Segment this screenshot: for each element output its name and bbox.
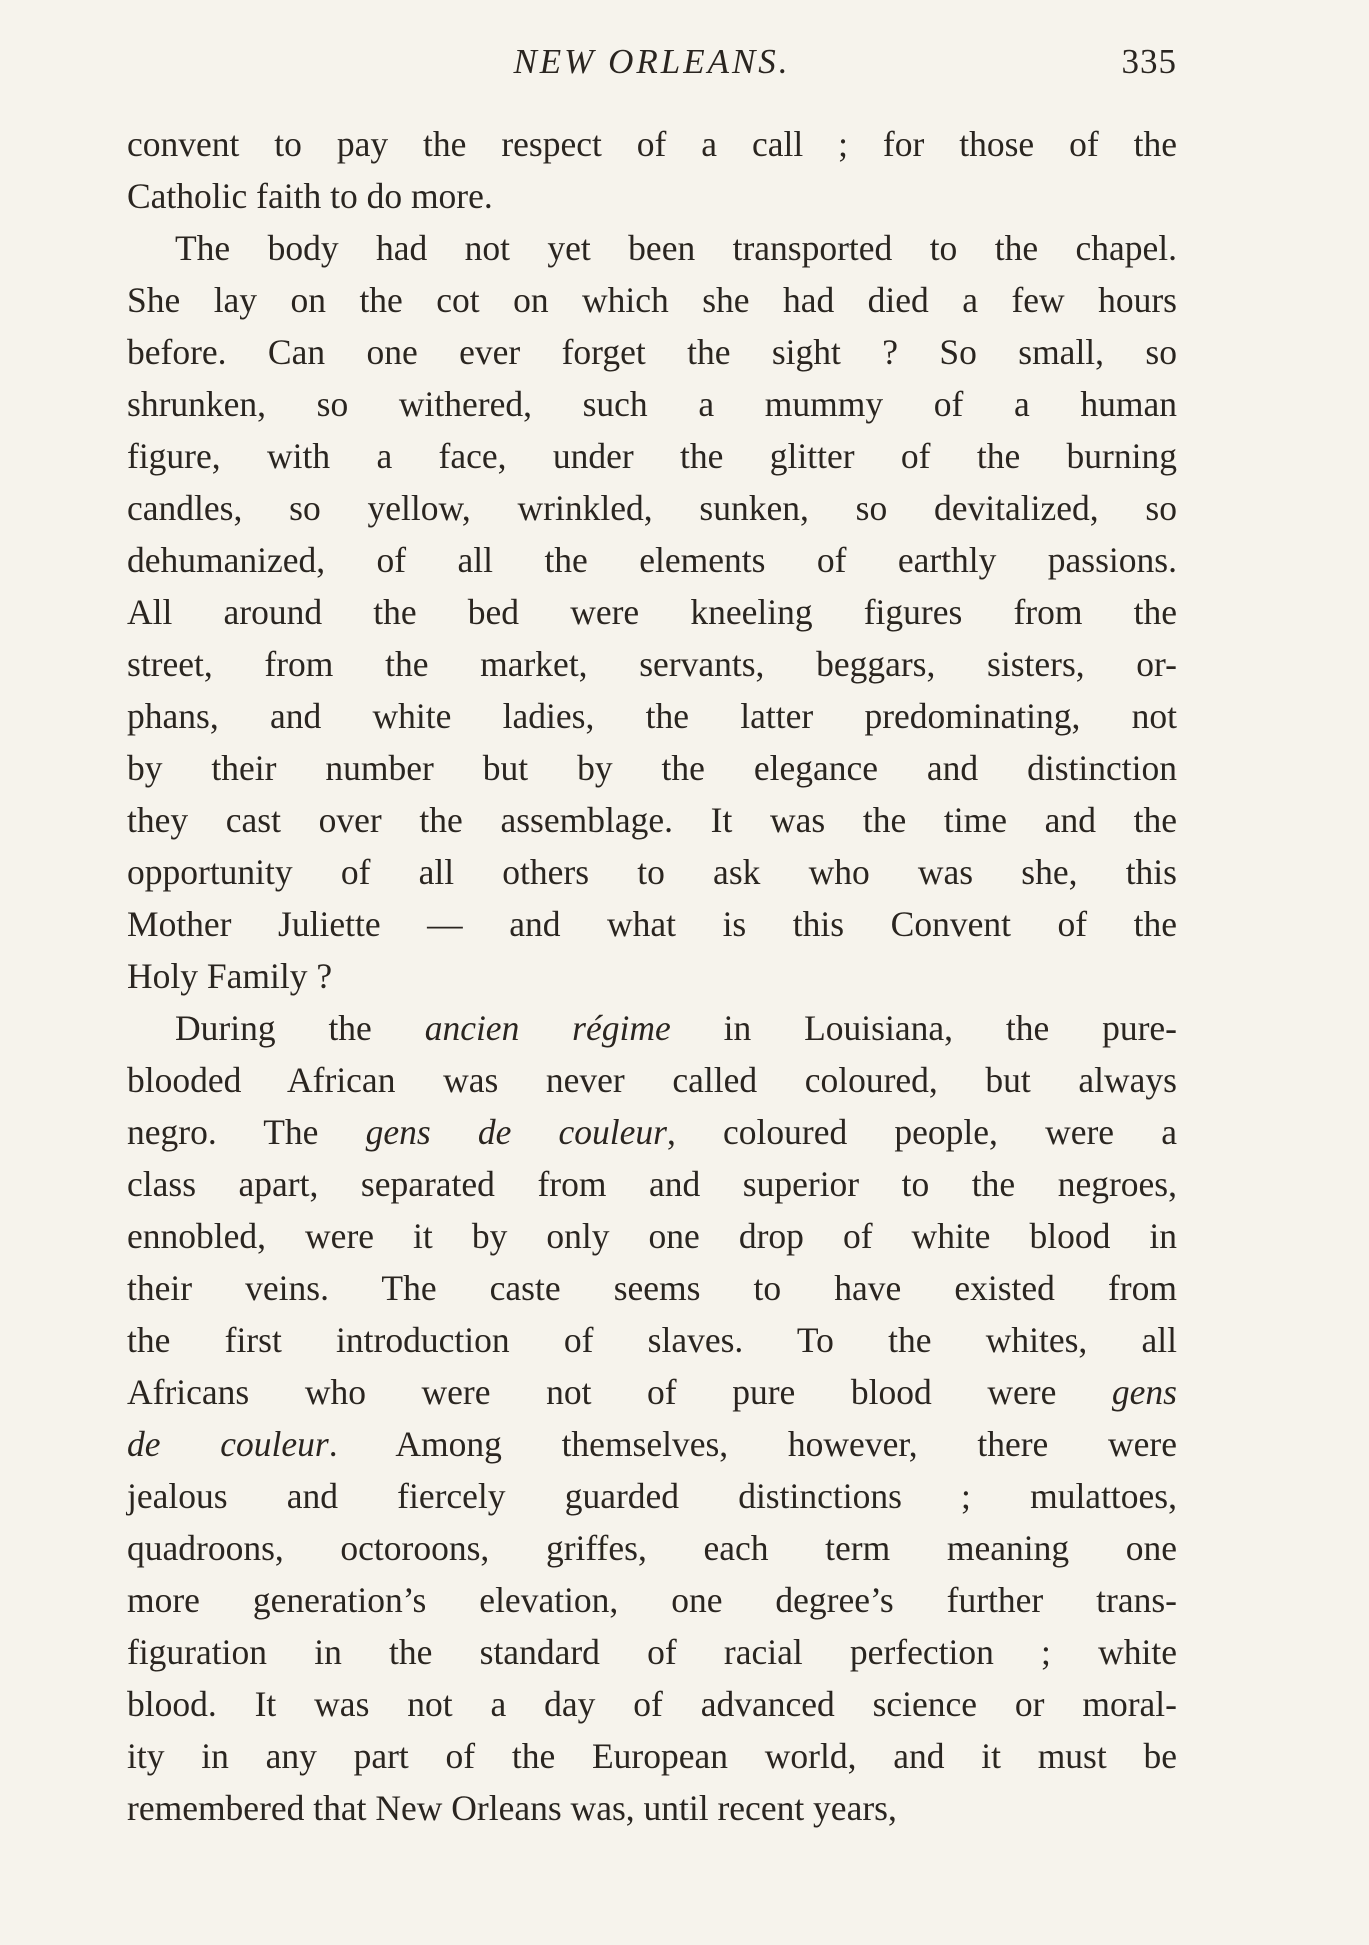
text-line (127, 222, 1177, 274)
text-run: Mother Juliette — and what is this Convent of the (127, 904, 1177, 944)
text-run: Holy Family ? (127, 956, 333, 996)
text-run: they cast over the assemblage. It was the time and the (127, 800, 1177, 840)
text-line (127, 846, 1177, 898)
text-line (127, 1678, 1177, 1730)
text-line (127, 430, 1177, 482)
text-line (127, 1574, 1177, 1626)
text-run: street, from the market, servants, beggars, sisters, or- (127, 644, 1177, 684)
text-run: Catholic faith to do more. (127, 176, 493, 216)
body-text (127, 118, 1177, 1834)
italic-phrase: de couleur (127, 1424, 329, 1464)
text-run: She lay on the cot on which she had died a few hours (127, 280, 1177, 320)
text-run: . Among themselves, however, there were (328, 1424, 1177, 1464)
text-line (127, 1210, 1177, 1262)
text-line (127, 170, 1177, 222)
paragraph (127, 118, 1177, 222)
text-line (127, 638, 1177, 690)
text-line (127, 482, 1177, 534)
text-run: ennobled, were it by only one drop of white blood in (127, 1216, 1177, 1256)
text-run: negro. The (127, 1112, 366, 1152)
text-run: figuration in the standard of racial perfection ; white (127, 1632, 1177, 1672)
text-line (127, 378, 1177, 430)
text-line (127, 1158, 1177, 1210)
text-run: All around the bed were kneeling figures from the (127, 592, 1177, 632)
text-run: candles, so yellow, wrinkled, sunken, so devitalized, so (127, 488, 1177, 528)
text-line (127, 1314, 1177, 1366)
text-line (127, 326, 1177, 378)
text-line (127, 1730, 1177, 1782)
text-line (127, 898, 1177, 950)
italic-phrase: ancien régime (424, 1008, 671, 1048)
italic-phrase: gens (1111, 1372, 1177, 1412)
text-run: , coloured people, were a (666, 1112, 1177, 1152)
text-run: figure, with a face, under the glitter of the burning (127, 436, 1177, 476)
text-line (127, 1366, 1177, 1418)
text-run: jealous and fiercely guarded distinctions ; mulattoes, (127, 1476, 1177, 1516)
text-line (127, 1470, 1177, 1522)
text-run: The body had not yet been transported to the chapel. (175, 228, 1177, 268)
text-run: During the (175, 1008, 425, 1048)
text-run: dehumanized, of all the elements of earthly passions. (127, 540, 1177, 580)
text-line (127, 274, 1177, 326)
text-line (127, 950, 1177, 1002)
text-line (127, 1782, 1177, 1834)
text-run: the first introduction of slaves. To the whites, all (127, 1320, 1177, 1360)
text-run: their veins. The caste seems to have existed from (127, 1268, 1177, 1308)
text-run: shrunken, so withered, such a mummy of a human (127, 384, 1177, 424)
text-line (127, 690, 1177, 742)
text-line (127, 586, 1177, 638)
text-run: blood. It was not a day of advanced science or moral- (127, 1684, 1177, 1724)
text-line (127, 742, 1177, 794)
text-line (127, 1002, 1177, 1054)
italic-phrase: gens de couleur (365, 1112, 667, 1152)
text-line (127, 1522, 1177, 1574)
text-run: quadroons, octoroons, griffes, each term meaning one (127, 1528, 1177, 1568)
text-run: Africans who were not of pure blood were (127, 1372, 1112, 1412)
paragraph (127, 1002, 1177, 1834)
text-line (127, 534, 1177, 586)
text-line (127, 1262, 1177, 1314)
text-run: blooded African was never called coloured, but always (127, 1060, 1177, 1100)
text-run: before. Can one ever forget the sight ? So small, so (127, 332, 1177, 372)
text-line (127, 1626, 1177, 1678)
running-head (127, 42, 1177, 92)
text-run: class apart, separated from and superior to the negroes, (127, 1164, 1177, 1204)
text-run: by their number but by the elegance and distinction (127, 748, 1177, 788)
text-line (127, 1106, 1177, 1158)
text-run: ity in any part of the European world, and it must be (127, 1736, 1177, 1776)
running-title: NEW ORLEANS. (513, 42, 791, 81)
text-run: remembered that New Orleans was, until recent years, (127, 1788, 897, 1828)
text-run: more generation’s elevation, one degree’s further trans- (127, 1580, 1177, 1620)
text-line (127, 1054, 1177, 1106)
paragraph (127, 222, 1177, 1002)
text-run: in Louisiana, the pure- (670, 1008, 1177, 1048)
text-run: convent to pay the respect of a call ; for those of the (127, 124, 1177, 164)
text-run: phans, and white ladies, the latter predominating, not (127, 696, 1177, 736)
text-line (127, 1418, 1177, 1470)
text-line (127, 794, 1177, 846)
page-number: 335 (1121, 42, 1177, 81)
text-run: opportunity of all others to ask who was she, this (127, 852, 1177, 892)
text-line (127, 118, 1177, 170)
